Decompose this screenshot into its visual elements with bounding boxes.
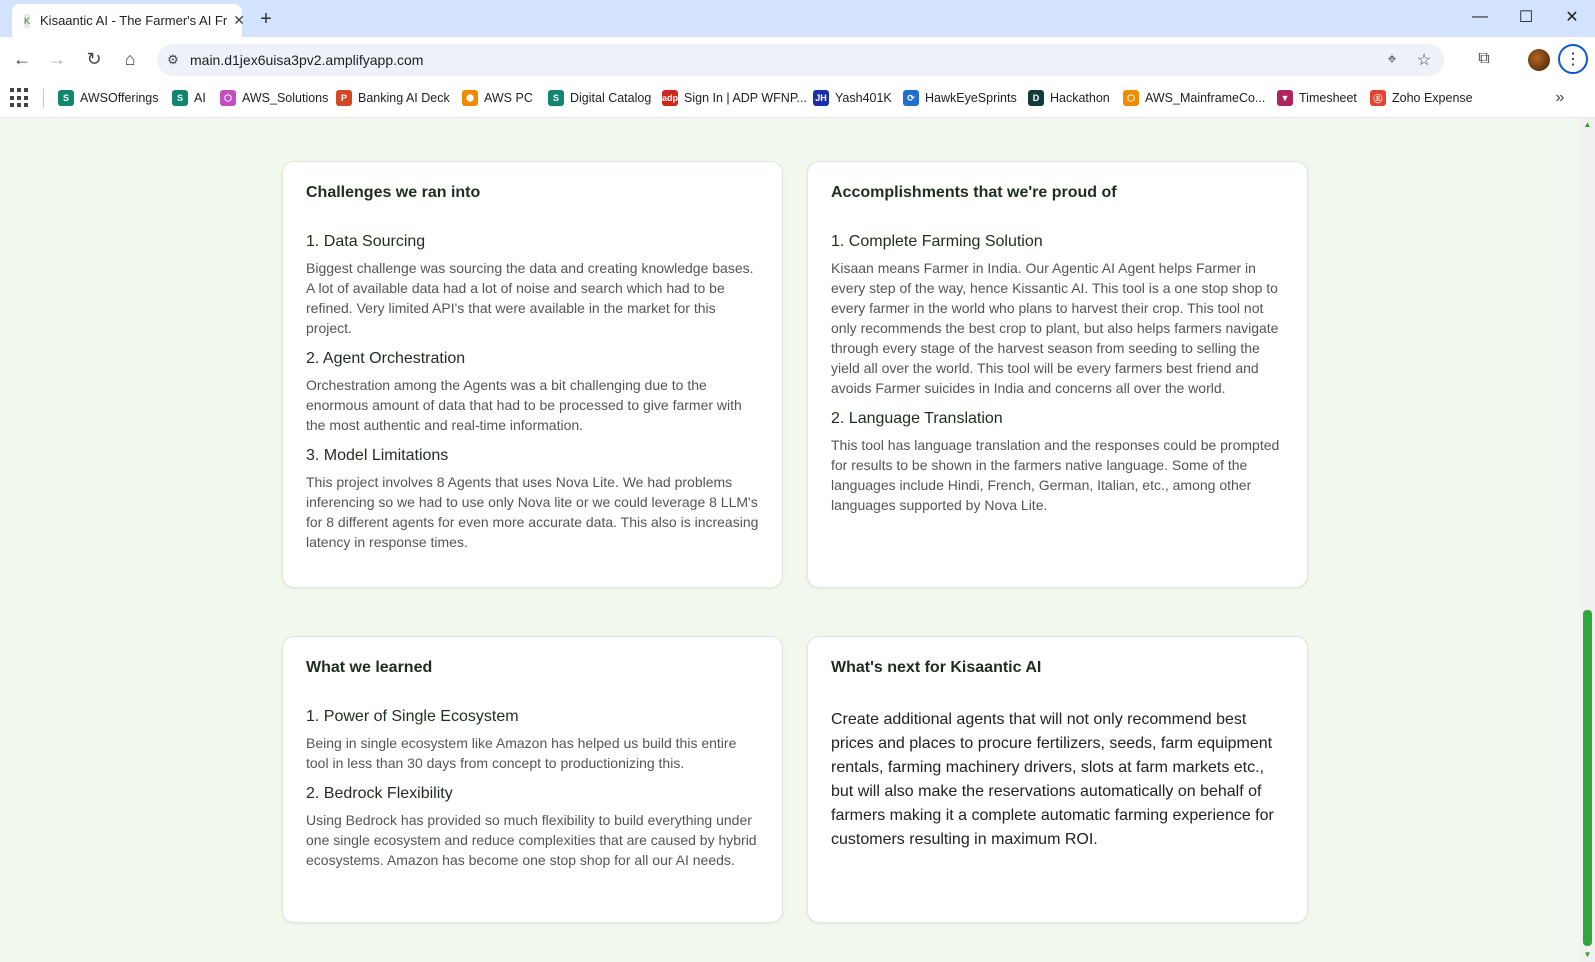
bookmark-label: AWS_MainframeCo...	[1145, 91, 1266, 105]
bookmark-favicon-icon: S	[58, 90, 74, 106]
bookmark-favicon-icon: ⬢	[462, 90, 478, 106]
bookmark-label: Banking AI Deck	[358, 91, 450, 105]
address-bar[interactable]	[157, 44, 1444, 76]
bookmark-favicon-icon: ▼	[1277, 90, 1293, 106]
page-content	[0, 118, 1580, 962]
item-heading: 1. Data Sourcing	[306, 233, 426, 250]
bookmark-item[interactable]	[172, 86, 206, 110]
card-title: Challenges we ran into	[306, 184, 481, 201]
bookmark-favicon-icon: D	[1028, 90, 1044, 106]
bookmark-label: Sign In | ADP WFNP...	[684, 91, 807, 105]
bookmark-favicon-icon: P	[336, 90, 352, 106]
url-text[interactable]: main.d1jex6uisa3pv2.amplifyapp.com	[190, 52, 424, 68]
bookmark-item[interactable]	[1123, 86, 1265, 110]
extensions-puzzle-icon[interactable]: ⧉	[1478, 50, 1490, 67]
item-heading: 1. Power of Single Ecosystem	[306, 708, 519, 725]
browser-tab[interactable]	[12, 4, 245, 37]
item-body: Using Bedrock has provided so much flexibility to build everything under one single ecosystem and reduce complexities that are caused by hybrid ecosystems. Amazon has become one stop shop for all our AI needs.	[306, 812, 757, 868]
bookmark-item[interactable]	[1370, 86, 1473, 110]
bookmark-favicon-icon: S	[548, 90, 564, 106]
bookmark-label: Zoho Expense	[1392, 91, 1473, 105]
card-title: What we learned	[306, 659, 433, 676]
card-title: What's next for Kisaantic AI	[831, 659, 1042, 676]
maximize-icon[interactable]: ☐	[1518, 9, 1534, 26]
bookmark-item[interactable]	[220, 86, 328, 110]
bookmark-favicon-icon: JH	[813, 90, 829, 106]
whats-next-card	[807, 636, 1308, 923]
bookmark-favicon-icon: ⬡	[1123, 90, 1139, 106]
bookmark-label: AWS PC	[484, 91, 533, 105]
location-pin-icon[interactable]: ⌖	[1387, 51, 1397, 68]
bookmark-favicon-icon: ⟳	[903, 90, 919, 106]
item-body: Biggest challenge was sourcing the data and creating knowledge bases. A lot of available data had a lot of noise and search which had to be refined. Very limited API's that were available in the market for this project.	[306, 260, 754, 336]
scroll-up-arrow-icon[interactable]: ▲	[1583, 119, 1592, 129]
bookmark-label: Hackathon	[1050, 91, 1110, 105]
bookmark-favicon-icon: adp	[662, 90, 678, 106]
learned-card	[282, 636, 783, 923]
next-body: Create additional agents that will not only recommend best prices and places to procure fertilizers, seeds, farm equipment rentals, farming machinery drivers, slots at farm markets etc., but will also make the reservations automatically on behalf of farmers making it a complete automatic farming experience for customers resulting in maximum ROI.	[831, 711, 1274, 848]
bookmark-star-icon[interactable]: ☆	[1416, 52, 1432, 69]
bookmark-favicon-icon: Ⓔ	[1370, 90, 1386, 106]
item-heading: 1. Complete Farming Solution	[831, 233, 1043, 250]
challenges-card	[282, 161, 783, 588]
minimize-icon[interactable]: —	[1472, 8, 1488, 25]
apps-grid-icon[interactable]	[10, 88, 30, 108]
bookmark-label: HawkEyeSprints	[925, 91, 1017, 105]
bookmark-item[interactable]	[1277, 86, 1357, 110]
close-window-icon[interactable]: ✕	[1565, 9, 1579, 26]
item-body: Orchestration among the Agents was a bit challenging due to the enormous amount of data that had to be processed to give farmer with the most authentic and real-time information.	[306, 377, 742, 433]
tab-title: Kisaantic AI - The Farmer's AI Fr	[40, 13, 228, 28]
item-body: This project involves 8 Agents that uses Nova Lite. We had problems inferencing so we had to use only Nova lite or we could leverage 8 LLM's for 8 different agents for even more accurate data. This also is increasing latency in response times.	[306, 474, 759, 550]
bookmarks-divider	[43, 88, 44, 108]
item-heading: 2. Language Translation	[831, 410, 1003, 427]
bookmark-item[interactable]	[903, 86, 1017, 110]
bookmark-favicon-icon: S	[172, 90, 188, 106]
bookmark-item[interactable]	[336, 86, 450, 110]
card-title: Accomplishments that we're proud of	[831, 184, 1117, 201]
profile-avatar[interactable]	[1528, 49, 1550, 71]
home-icon[interactable]: ⌂	[124, 48, 136, 69]
browser-menu-icon[interactable]: ⋮	[1558, 44, 1588, 74]
bookmark-favicon-icon: ⬡	[220, 90, 236, 106]
bookmark-label: AWS_Solutions	[242, 91, 329, 105]
item-body: Being in single ecosystem like Amazon has helped us build this entire tool in less than 30 days from concept to productionizing this.	[306, 735, 737, 771]
bookmark-label: AI	[194, 91, 206, 105]
bookmark-item[interactable]	[813, 86, 892, 110]
item-body: Kisaan means Farmer in India. Our Agentic AI Agent helps Farmer in every step of the way, hence Kissantic AI. This tool is a one stop shop to every farmer in the world who plans to harvest their crop. This tool not only recommends the best crop to plant, but also helps farmers navigate through every stage of the harvest season from seeding to selling the yield all over the world. This tool will be every farmers best friend and avoids Farmer suicides in India and concerns all over the world.	[831, 260, 1279, 396]
bookmark-label: AWSOfferings	[80, 91, 159, 105]
tab-close-icon[interactable]: ✕	[233, 12, 245, 28]
item-heading: 2. Bedrock Flexibility	[306, 785, 453, 802]
bookmark-label: Digital Catalog	[570, 91, 652, 105]
bookmark-item[interactable]	[662, 86, 807, 110]
reload-icon[interactable]: ↻	[86, 48, 102, 69]
forward-arrow-icon[interactable]: →	[48, 48, 66, 69]
bookmark-item[interactable]	[58, 86, 159, 110]
item-heading: 2. Agent Orchestration	[306, 350, 466, 367]
item-body: This tool has language translation and the responses could be prompted for results to be shown in the farmers native language. Some of the languages include Hindi, French, German, Italian, etc., among other languages supported by Nova Lite.	[831, 437, 1280, 513]
tab-favicon-icon: K	[24, 13, 30, 29]
site-info-icon[interactable]: ⚙	[167, 52, 179, 67]
new-tab-button[interactable]: +	[260, 7, 272, 30]
item-heading: 3. Model Limitations	[306, 447, 449, 464]
bookmark-label: Yash401K	[835, 91, 892, 105]
back-arrow-icon[interactable]: ←	[13, 48, 31, 69]
bookmark-label: Timesheet	[1299, 91, 1357, 105]
scrollbar-thumb[interactable]	[1583, 610, 1592, 946]
accomplishments-card	[807, 161, 1308, 588]
scroll-down-arrow-icon[interactable]: ▼	[1583, 949, 1592, 959]
bookmark-item[interactable]	[462, 86, 533, 110]
bookmark-item[interactable]	[548, 86, 651, 110]
bookmark-item[interactable]	[1028, 86, 1110, 110]
more-bookmarks-chevron-icon[interactable]: »	[1555, 89, 1565, 106]
